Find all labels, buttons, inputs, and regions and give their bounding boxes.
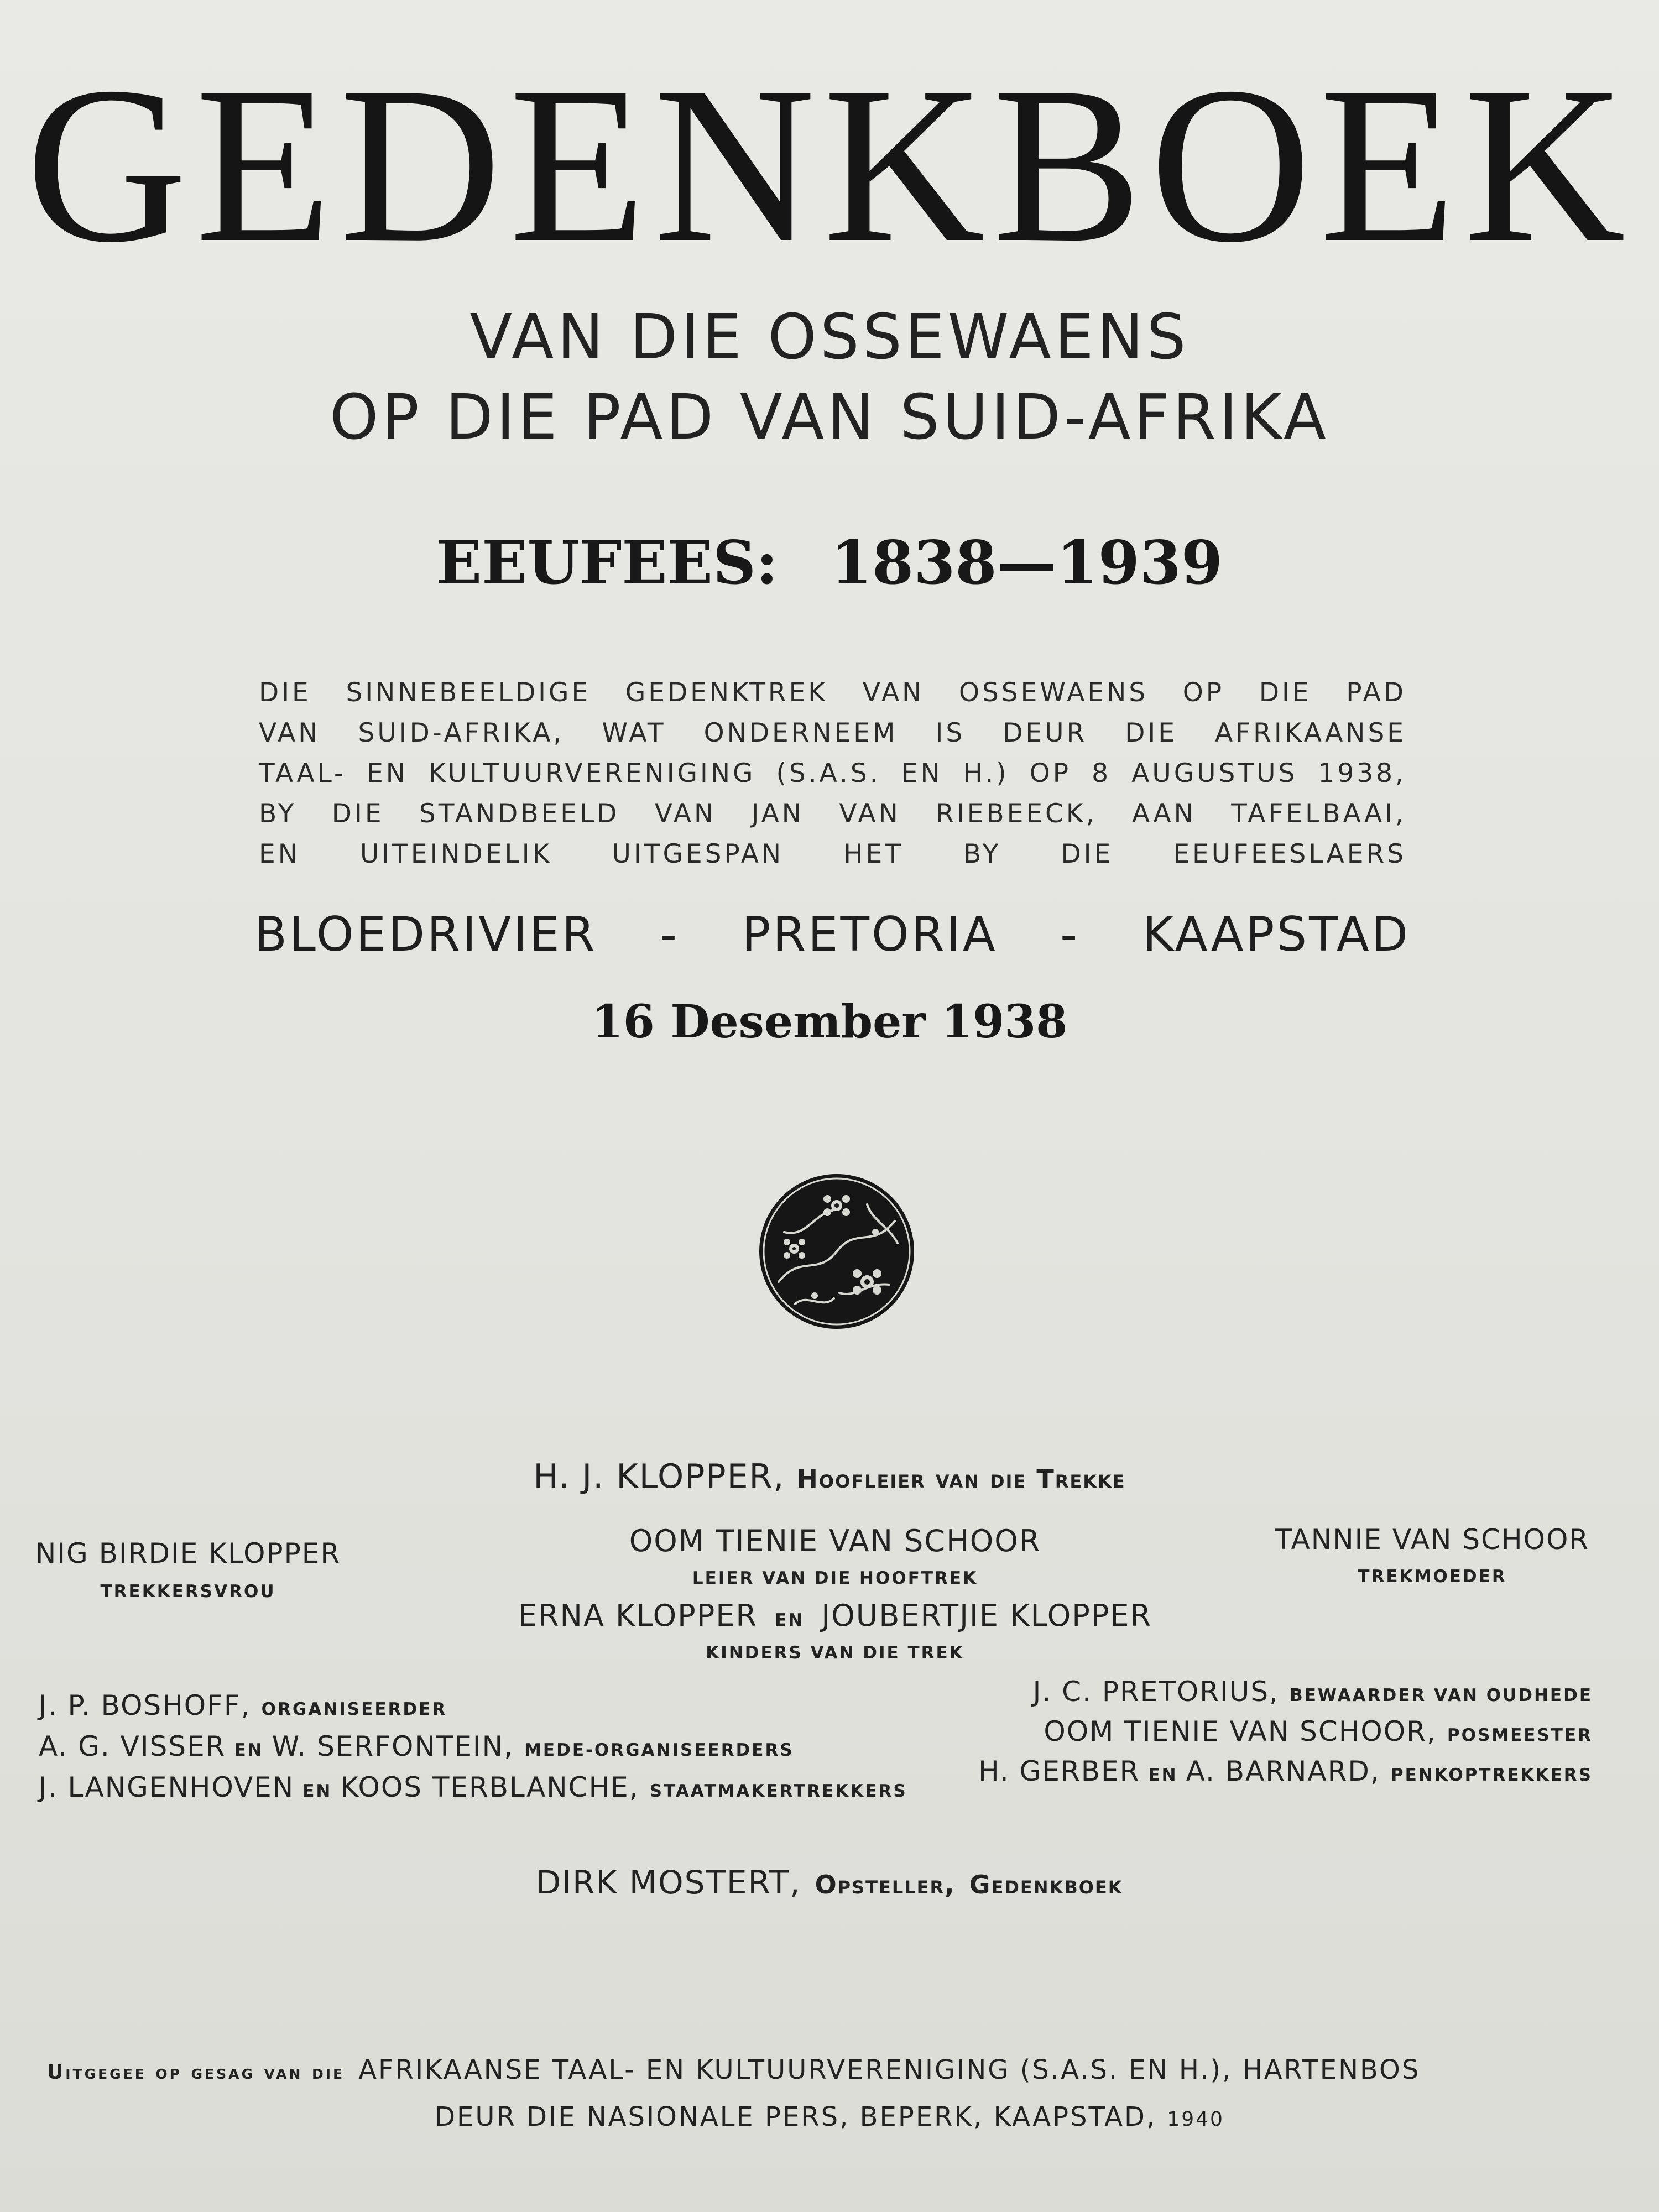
- credit-line: A. G. VISSER EN W. SERFONTEIN, MEDE-ORGANISEERDERS: [39, 1730, 794, 1762]
- description-line: BY DIE STANDBEELD VAN JAN VAN RIEBEECK, AAN TAFELBAAI,: [259, 799, 1406, 829]
- child-name: JOUBERTJIE KLOPPER: [821, 1598, 1152, 1633]
- person-name: OOM TIENIE VAN SCHOOR: [629, 1524, 1041, 1558]
- conjunction: EN: [775, 1610, 805, 1630]
- description-line: VAN SUID-AFRIKA, WAT ONDERNEEM IS DEUR DIE AFRIKAANSE: [259, 718, 1406, 748]
- place-separator: -: [660, 907, 680, 962]
- credit-line: H. GERBER EN A. BARNARD, PENKOPTREKKERS: [978, 1755, 1593, 1787]
- child-name: ERNA KLOPPER: [518, 1598, 758, 1633]
- children-credit: [498, 1598, 1172, 1663]
- credit-line: OOM TIENIE VAN SCHOOR, POSMEESTER: [1044, 1715, 1593, 1747]
- person-name: NIG BIRDIE KLOPPER: [35, 1537, 341, 1569]
- description-line: EN UITEINDELIK UITGESPAN HET BY DIE EEUFEESLAERS: [259, 839, 1406, 869]
- publisher-line-2: [0, 2101, 1659, 2132]
- book-title: GEDENKBOEK: [25, 40, 1634, 289]
- compiler-role: Opsteller,: [815, 1870, 956, 1900]
- eeufees-years: 1838—1939: [830, 528, 1223, 598]
- eeufees-heading: [0, 528, 1659, 598]
- person-role: TREKMOEDER: [1358, 1567, 1507, 1587]
- publisher-org: AFRIKAANSE TAAL- EN KULTUURVERENIGING (S.A.S. EN H.), HARTENBOS: [358, 2054, 1421, 2085]
- festival-date: 16 Desember 1938: [591, 995, 1068, 1048]
- left-credits: [39, 1689, 907, 1812]
- credit-line: J. LANGENHOVEN EN KOOS TERBLANCHE, STAATMAKERTREKKERS: [39, 1771, 907, 1803]
- birdie-klopper-credit: [33, 1537, 343, 1601]
- tannie-van-schoor-credit: [1266, 1524, 1598, 1587]
- person-role: LEIER VAN DIE HOOFTREK: [692, 1568, 978, 1588]
- leader-role: Hoofleier van die Trekke: [796, 1464, 1126, 1494]
- description-line: TAAL- EN KULTUURVERENIGING (S.A.S. EN H.) OP 8 AUGUSTUS 1938,: [259, 758, 1406, 789]
- printer-name: DEUR DIE NASIONALE PERS, BEPERK, KAAPSTAD,: [435, 2101, 1157, 2132]
- leader-name: H. J. KLOPPER,: [533, 1457, 785, 1496]
- description-line: DIE SINNEBEELDIGE GEDENKTREK VAN OSSEWAENS OP DIE PAD: [259, 677, 1406, 708]
- publication-year: 1940: [1167, 2108, 1224, 2131]
- subtitle-line-2: OP DIE PAD VAN SUID-AFRIKA: [330, 382, 1329, 453]
- person-role: TREKKERSVROU: [100, 1582, 276, 1601]
- compiler-book: Gedenkboek: [969, 1870, 1123, 1900]
- children-role: KINDERS VAN DIE TREK: [706, 1643, 964, 1663]
- eeufees-label: EEUFEES:: [436, 528, 778, 598]
- person-name: TANNIE VAN SCHOOR: [1275, 1524, 1590, 1556]
- publisher-line-1: [47, 2054, 1420, 2085]
- compiler-credit: [0, 1864, 1659, 1901]
- tienie-van-schoor-credit: [553, 1524, 1117, 1588]
- credit-line: J. P. BOSHOFF, ORGANISEERDER: [39, 1689, 447, 1721]
- credit-line: J. C. PRETORIUS, BEWAARDER VAN OUDHEDE: [1032, 1676, 1593, 1708]
- place-pretoria: PRETORIA: [742, 907, 998, 962]
- subtitle-line-1: VAN DIE OSSEWAENS: [469, 301, 1190, 373]
- right-credits: [978, 1676, 1593, 1795]
- places-line: [254, 907, 1410, 962]
- floral-medallion-icon: [757, 1171, 917, 1332]
- place-kaapstad: KAAPSTAD: [1142, 907, 1410, 962]
- publisher-prefix: Uitgegee op gesag van die: [47, 2061, 345, 2084]
- compiler-name: DIRK MOSTERT,: [536, 1864, 801, 1901]
- place-bloedrivier: BLOEDRIVIER: [254, 907, 597, 962]
- leader-credit: [0, 1457, 1659, 1496]
- place-separator: -: [1060, 907, 1080, 962]
